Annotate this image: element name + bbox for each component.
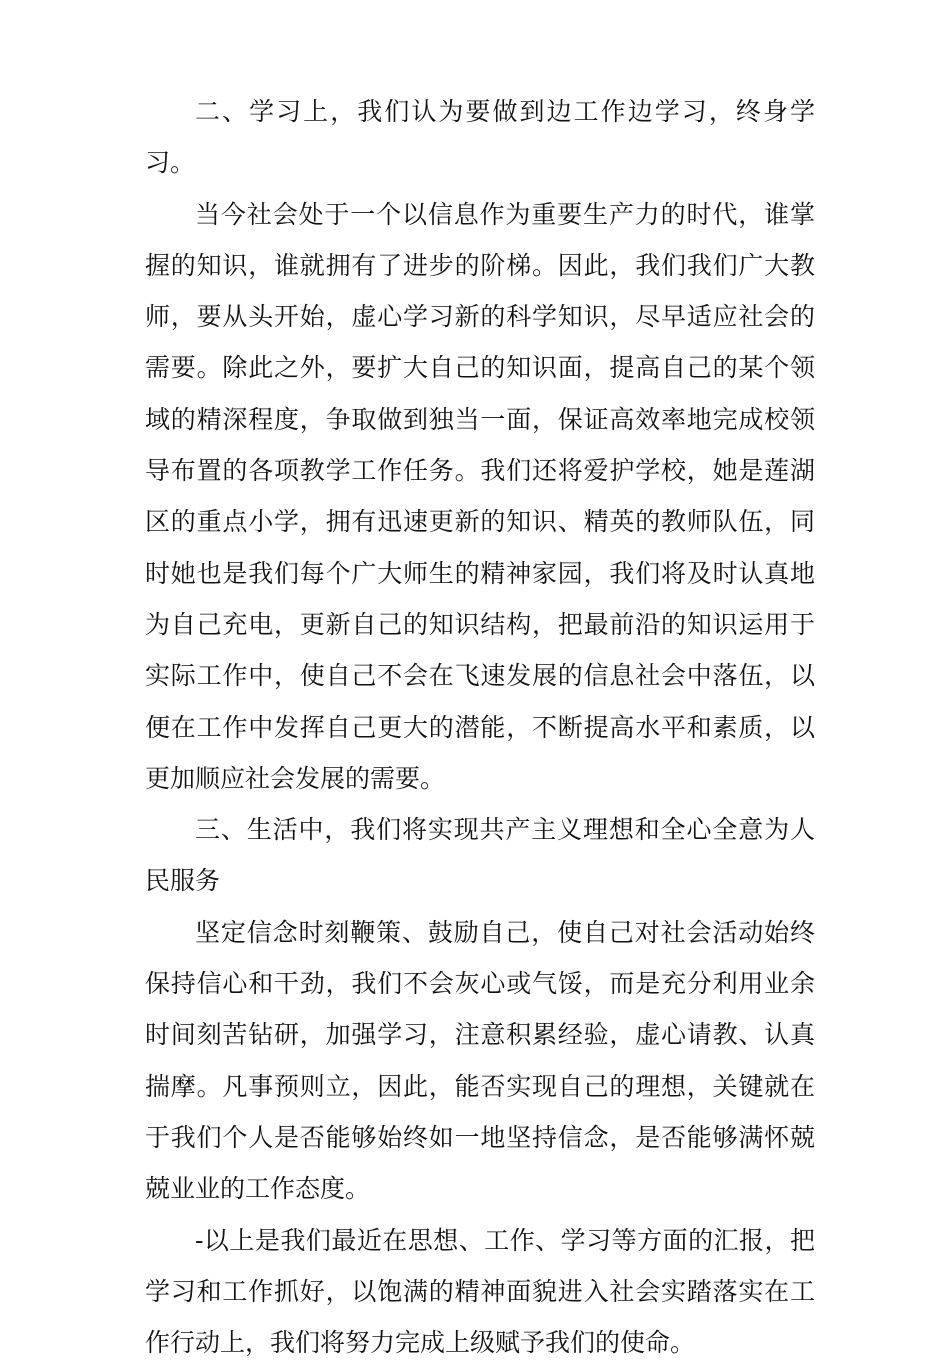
paragraph-life-body: 坚定信念时刻鞭策、鼓励自己，使自己对社会活动始终保持信心和干劲，我们不会灰心或气馁，而是充分利用业余时间刻苦钻研，加强学习，注意积累经验，虚心请教、认真揣摩。凡事预则立，因此，能否实现自己的理想，关键就在于我们个人是否能够始终如一地坚持信念，是否能够满怀兢兢业业的工作态度。 <box>145 917 815 1204</box>
paragraph-life-heading: 三、生活中，我们将实现共产主义理想和全心全意为人民服务 <box>145 815 815 896</box>
document-body <box>145 86 815 1368</box>
paragraph-conclusion: -以上是我们最近在思想、工作、学习等方面的汇报，把学习和工作抓好，以饱满的精神面貌进入社会实踏落实在工作行动上，我们将努力完成上级赋予我们的使命。 <box>145 1225 815 1358</box>
paragraph-study-heading: 二、学习上，我们认为要做到边工作边学习，终身学习。 <box>145 97 815 178</box>
paragraph-study-body: 当今社会处于一个以信息作为重要生产力的时代，谁掌握的知识，谁就拥有了进步的阶梯。因此，我们我们广大教师，要从头开始，虚心学习新的科学知识，尽早适应社会的需要。除此之外，要扩大自己的知识面，提高自己的某个领域的精深程度，争取做到独当一面，保证高效率地完成校领导布置的各项教学工作任务。我们还将爱护学校，她是莲湖区的重点小学，拥有迅速更新的知识、精英的教师队伍，同时她也是我们每个广大师生的精神家园，我们将及时认真地为自己充电，更新自己的知识结构，把最前沿的知识运用于实际工作中，使自己不会在飞速发展的信息社会中落伍，以便在工作中发挥自己更大的潜能，不断提高水平和素质，以更加顺应社会发展的需要。 <box>145 199 815 793</box>
